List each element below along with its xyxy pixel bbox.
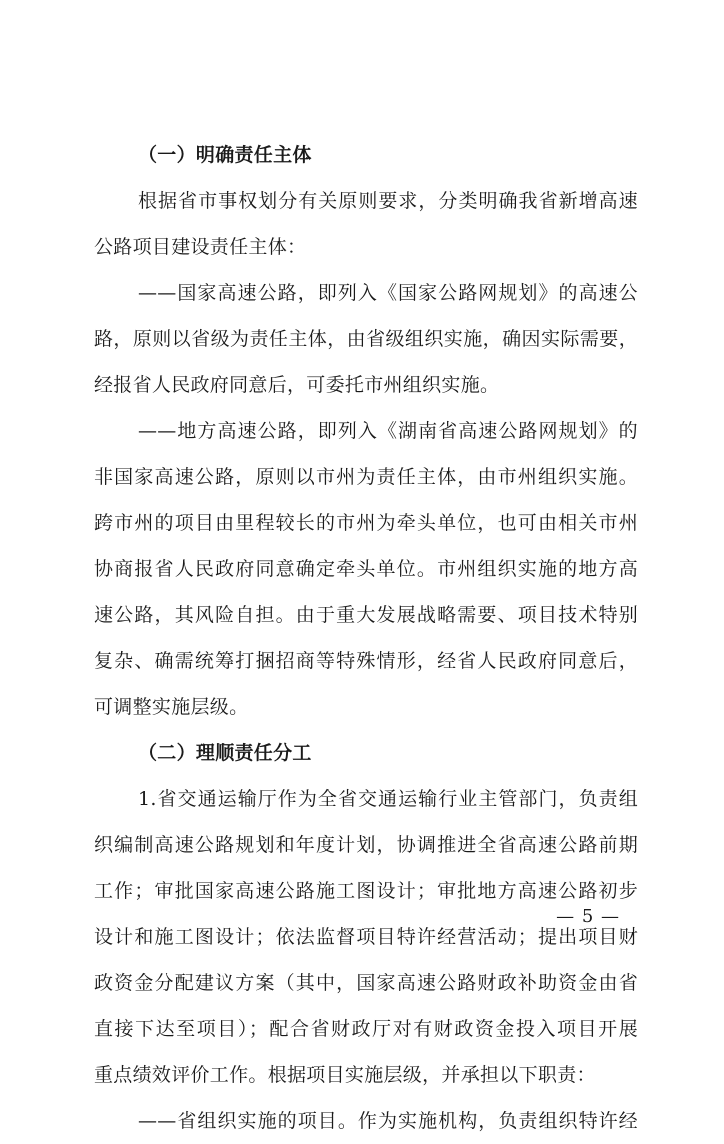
paragraph-line: 公路项目建设责任主体： [94,236,307,258]
paragraph-line: 1.省交通运输厅作为全省交通运输行业主管部门，负责组 [138,788,638,810]
paragraph-line: 非国家高速公路，原则以市州为责任主体，由市州组织实施。 [94,466,638,488]
paragraph-line: 织编制高速公路规划和年度计划，协调推进全省高速公路前期 [94,834,638,856]
paragraph-line: ——省组织实施的项目。作为实施机构，负责组织特许经 [138,1110,638,1132]
page-number: — 5 — [556,906,620,927]
document-body [94,132,638,1144]
paragraph-line: 跨市州的项目由里程较长的市州为牵头单位，也可由相关市州 [94,512,638,534]
paragraph-line: 复杂、确需统筹打捆招商等特殊情形，经省人民政府同意后， [94,650,638,672]
paragraph-line: 政资金分配建议方案（其中，国家高速公路财政补助资金由省 [94,972,638,994]
paragraph-line: 路，原则以省级为责任主体，由省级组织实施，确因实际需要， [94,328,638,350]
paragraph-line: 可调整实施层级。 [94,696,249,718]
paragraph-line: 经报省人民政府同意后，可委托市州组织实施。 [94,374,500,396]
paragraph-line: ——地方高速公路，即列入《湖南省高速公路网规划》的 [138,420,638,442]
paragraph-line: 重点绩效评价工作。根据项目实施层级，并承担以下职责： [94,1064,596,1086]
section-heading-2: （二）理顺责任分工 [138,742,312,764]
paragraph-line: 速公路，其风险自担。由于重大发展战略需要、项目技术特别 [94,604,638,626]
paragraph-line: 协商报省人民政府同意确定牵头单位。市州组织实施的地方高 [94,558,638,580]
paragraph-line: 设计和施工图设计；依法监督项目特许经营活动；提出项目财 [94,926,638,948]
paragraph-line: 工作；审批国家高速公路施工图设计；审批地方高速公路初步 [94,880,638,902]
paragraph-line: 直接下达至项目）；配合省财政厅对有财政资金投入项目开展 [94,1018,638,1040]
paragraph-line: 根据省市事权划分有关原则要求，分类明确我省新增高速 [138,190,638,212]
section-heading-1: （一）明确责任主体 [138,144,312,166]
paragraph-line: ——国家高速公路，即列入《国家公路网规划》的高速公 [138,282,638,304]
